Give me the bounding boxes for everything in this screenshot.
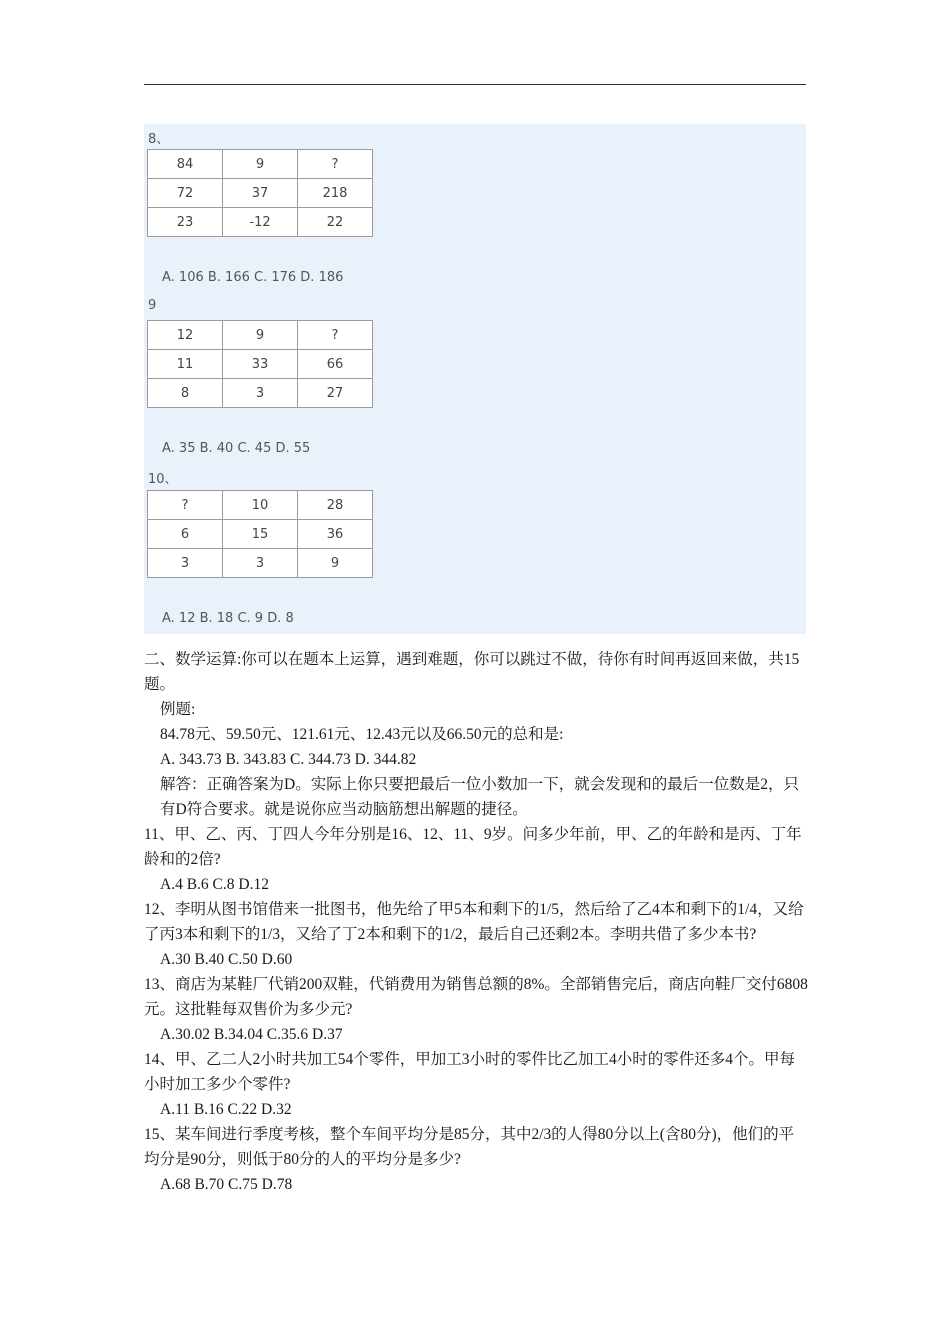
table-cell: 37 xyxy=(223,179,298,208)
problem-11-text: 11、甲、乙、丙、丁四人今年分别是16、12、11、9岁。问多少年前，甲、乙的年龄和是丙、丁年龄和的2倍? xyxy=(144,826,802,868)
table-cell: 27 xyxy=(298,379,373,408)
table-cell: 36 xyxy=(298,520,373,549)
section-heading: 二、数学运算:你可以在题本上运算，遇到难题，你可以跳过不做，待你有时间再返回来做，共15题。 xyxy=(144,651,800,693)
table-cell: 12 xyxy=(148,321,223,350)
table-row xyxy=(148,208,373,237)
example-answer: 解答：正确答案为D。实际上你只要把最后一位小数加一下，就会发现和的最后一位数是2，只有D符合要求。就是说你应当动脑筋想出解题的捷径。 xyxy=(160,776,799,818)
question-10-options: A. 12 B. 18 C. 9 D. 8 xyxy=(162,611,294,626)
table-cell: 8 xyxy=(148,379,223,408)
table-row xyxy=(148,150,373,179)
document-body xyxy=(144,647,808,1197)
table-cell: 28 xyxy=(298,491,373,520)
header-rule xyxy=(144,84,806,85)
table-row xyxy=(148,491,373,520)
table-cell: 3 xyxy=(223,549,298,578)
question-9-options: A. 35 B. 40 C. 45 D. 55 xyxy=(162,441,311,456)
table-cell: 218 xyxy=(298,179,373,208)
table-cell: 22 xyxy=(298,208,373,237)
question-10-label: 10、 xyxy=(148,472,178,487)
table-cell: 11 xyxy=(148,350,223,379)
table-row xyxy=(148,321,373,350)
example-label: 例题: xyxy=(160,701,196,718)
table-cell: 33 xyxy=(223,350,298,379)
table-cell: ? xyxy=(298,321,373,350)
table-cell: 6 xyxy=(148,520,223,549)
problem-12-options: A.30 B.40 C.50 D.60 xyxy=(160,951,293,968)
table-cell: 66 xyxy=(298,350,373,379)
table-cell: 72 xyxy=(148,179,223,208)
table-row xyxy=(148,520,373,549)
table-row xyxy=(148,179,373,208)
question-8-label: 8、 xyxy=(148,132,170,147)
problem-15-options: A.68 B.70 C.75 D.78 xyxy=(160,1176,293,1193)
table-cell: 9 xyxy=(223,150,298,179)
problem-13-text: 13、商店为某鞋厂代销200双鞋，代销费用为销售总额的8%。全部销售完后，商店向鞋厂交付6808元。这批鞋每双售价为多少元? xyxy=(144,976,808,1018)
problem-15-text: 15、某车间进行季度考核，整个车间平均分是85分，其中2/3的人得80分以上(含80分)，他们的平均分是90分，则低于80分的人的平均分是多少? xyxy=(144,1126,795,1168)
table-row xyxy=(148,549,373,578)
table-cell: 3 xyxy=(223,379,298,408)
question-8-options: A. 106 B. 166 C. 176 D. 186 xyxy=(162,270,344,285)
table-cell: 9 xyxy=(298,549,373,578)
problem-14-options: A.11 B.16 C.22 D.32 xyxy=(160,1101,292,1118)
question-9-table xyxy=(147,320,373,408)
question-image-panel xyxy=(144,124,806,634)
problem-13-options: A.30.02 B.34.04 C.35.6 D.37 xyxy=(160,1026,343,1043)
question-10-table xyxy=(147,490,373,578)
table-cell: -12 xyxy=(223,208,298,237)
table-cell: ? xyxy=(298,150,373,179)
problem-12-text: 12、李明从图书馆借来一批图书，他先给了甲5本和剩下的1/5，然后给了乙4本和剩下的1/4，又给了丙3本和剩下的1/3，又给了丁2本和剩下的1/2，最后自己还剩2本。李明共借了多少本书? xyxy=(144,901,804,943)
table-cell: 15 xyxy=(223,520,298,549)
table-cell: 10 xyxy=(223,491,298,520)
example-question: 84.78元、59.50元、121.61元、12.43元以及66.50元的总和是: xyxy=(160,726,564,743)
table-cell: 3 xyxy=(148,549,223,578)
table-cell: ? xyxy=(148,491,223,520)
table-row xyxy=(148,379,373,408)
question-9-label: 9 xyxy=(148,298,157,313)
example-options: A. 343.73 B. 343.83 C. 344.73 D. 344.82 xyxy=(160,751,417,768)
table-cell: 84 xyxy=(148,150,223,179)
table-cell: 23 xyxy=(148,208,223,237)
problem-14-text: 14、甲、乙二人2小时共加工54个零件，甲加工3小时的零件比乙加工4小时的零件还多4个。甲每小时加工多少个零件? xyxy=(144,1051,796,1093)
question-8-table xyxy=(147,149,373,237)
table-row xyxy=(148,350,373,379)
table-cell: 9 xyxy=(223,321,298,350)
problem-11-options: A.4 B.6 C.8 D.12 xyxy=(160,876,269,893)
